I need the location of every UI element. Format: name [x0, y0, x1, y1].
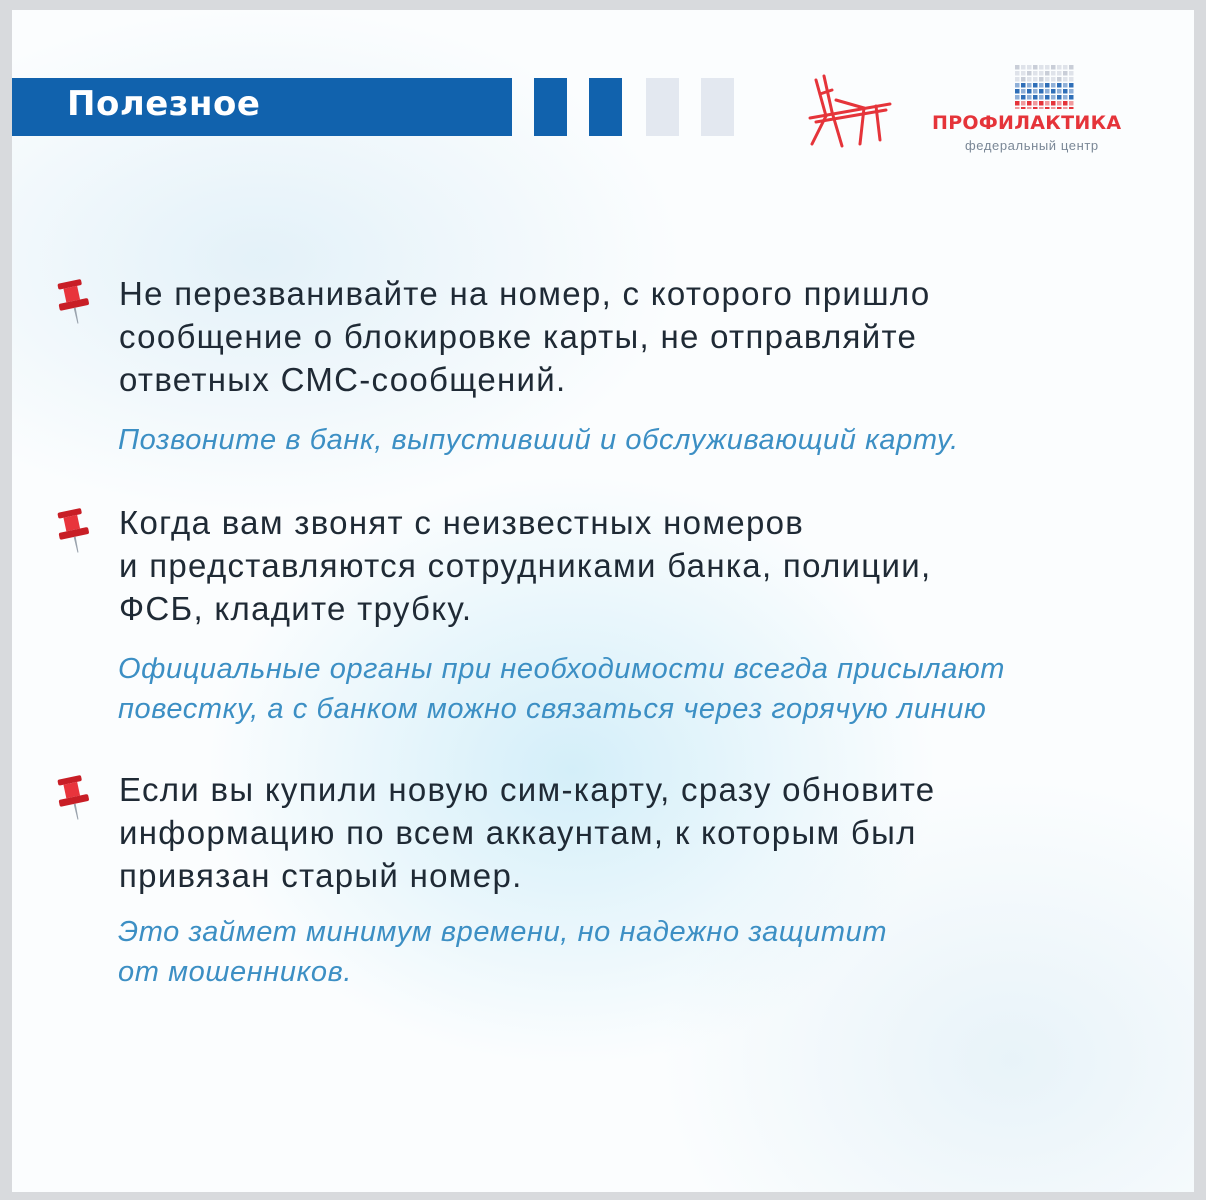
logo-cell: [1057, 83, 1062, 88]
tip-note-line: от мошенников.: [118, 956, 353, 988]
header-stripe: [646, 78, 679, 136]
pushpin-icon: [52, 507, 94, 557]
logo-cell: [1063, 83, 1068, 88]
logo-cell: [1069, 83, 1074, 88]
logo-cell: [1033, 101, 1038, 106]
logo-cell: [1063, 95, 1068, 100]
logo-cell: [1045, 83, 1050, 88]
logo-cell: [1033, 83, 1038, 88]
chair-emblem-icon: [802, 70, 902, 150]
logo-cell: [1015, 89, 1020, 94]
logo-cell: [1057, 89, 1062, 94]
tip-note: [118, 649, 1178, 729]
logo-cell: [1039, 77, 1044, 82]
logo-cell: [1063, 65, 1068, 70]
logo-cell: [1039, 95, 1044, 100]
tip-note-line: Позвоните в банк, выпустивший и обслуживающий карту.: [118, 424, 959, 456]
tip-text-line: ответных СМС-сообщений.: [119, 361, 567, 398]
page-title: Полезное: [67, 84, 261, 124]
logo-cell: [1039, 107, 1044, 109]
logo-cell: [1051, 89, 1056, 94]
logo-cell: [1057, 71, 1062, 76]
brand-name: ПРОФИЛАКТИКА: [932, 112, 1122, 134]
logo-cell: [1063, 101, 1068, 106]
info-card: [12, 10, 1194, 1192]
tip-note: [118, 420, 1178, 460]
logo-cell: [1069, 95, 1074, 100]
tip-note-line: повестку, а с банком можно связаться через горячую линию: [118, 693, 987, 725]
logo-cell: [1015, 95, 1020, 100]
logo-cell: [1033, 89, 1038, 94]
tip-note-line: Официальные органы при необходимости всегда присылают: [118, 653, 1006, 685]
logo-cell: [1045, 65, 1050, 70]
logo-cell: [1069, 77, 1074, 82]
tip-note: [118, 912, 1178, 992]
logo-cell: [1021, 77, 1026, 82]
logo-cell: [1057, 101, 1062, 106]
logo-cell: [1027, 77, 1032, 82]
logo-cell: [1057, 77, 1062, 82]
tip-text-line: сообщение о блокировке карты, не отправляйте: [119, 318, 918, 355]
logo-cell: [1069, 107, 1074, 109]
logo-cell: [1021, 71, 1026, 76]
tip-text-line: ФСБ, кладите трубку.: [119, 590, 473, 627]
logo-cell: [1063, 107, 1068, 109]
logo-cell: [1051, 65, 1056, 70]
logo-cell: [1039, 89, 1044, 94]
logo-cell: [1015, 65, 1020, 70]
logo-cell: [1057, 107, 1062, 109]
header-stripe: [701, 78, 734, 136]
logo-cell: [1033, 71, 1038, 76]
logo-cell: [1039, 101, 1044, 106]
logo-cell: [1069, 65, 1074, 70]
logo-cell: [1021, 95, 1026, 100]
logo-cell: [1045, 95, 1050, 100]
logo-cell: [1039, 71, 1044, 76]
tip-text-line: привязан старый номер.: [119, 857, 523, 894]
logo-cell: [1051, 107, 1056, 109]
logo-cell: [1063, 77, 1068, 82]
tip-text-line: Не перезванивайте на номер, с которого пришло: [119, 275, 931, 312]
logo-cell: [1027, 101, 1032, 106]
tip-text: [119, 272, 1099, 401]
logo-cell: [1027, 65, 1032, 70]
logo-cell: [1027, 107, 1032, 109]
tip-text: [119, 501, 1099, 630]
logo-cell: [1021, 107, 1026, 109]
logo-cell: [1021, 65, 1026, 70]
tip-note-line: Это займет минимум времени, но надежно защитит: [118, 916, 888, 948]
logo-cell: [1015, 101, 1020, 106]
logo-cell: [1015, 107, 1020, 109]
brand-subtitle: федеральный центр: [965, 138, 1099, 153]
logo-cell: [1045, 89, 1050, 94]
logo-cell: [1069, 71, 1074, 76]
tip-text-line: и представляются сотрудниками банка, полиции,: [119, 547, 932, 584]
logo-cell: [1045, 101, 1050, 106]
logo-cell: [1015, 83, 1020, 88]
tip-text: [119, 768, 1099, 897]
logo-cell: [1045, 77, 1050, 82]
logo-cell: [1033, 107, 1038, 109]
logo-cell: [1033, 65, 1038, 70]
pushpin-icon: [52, 774, 94, 824]
logo-cell: [1057, 95, 1062, 100]
logo-cell: [1033, 77, 1038, 82]
header-stripe: [589, 78, 622, 136]
brand-logo-icon: [1015, 65, 1075, 109]
logo-cell: [1057, 65, 1062, 70]
logo-cell: [1051, 95, 1056, 100]
logo-cell: [1015, 77, 1020, 82]
pushpin-icon: [52, 278, 94, 328]
logo-cell: [1051, 71, 1056, 76]
logo-cell: [1027, 89, 1032, 94]
logo-cell: [1021, 101, 1026, 106]
logo-cell: [1021, 83, 1026, 88]
tip-text-line: Если вы купили новую сим-карту, сразу обновите: [119, 771, 936, 808]
logo-cell: [1039, 83, 1044, 88]
logo-cell: [1027, 71, 1032, 76]
logo-cell: [1051, 77, 1056, 82]
logo-cell: [1063, 89, 1068, 94]
logo-cell: [1069, 101, 1074, 106]
logo-cell: [1033, 95, 1038, 100]
logo-cell: [1045, 107, 1050, 109]
logo-cell: [1051, 83, 1056, 88]
tip-text-line: информацию по всем аккаунтам, к которым был: [119, 814, 917, 851]
logo-cell: [1027, 95, 1032, 100]
logo-cell: [1015, 71, 1020, 76]
logo-cell: [1063, 71, 1068, 76]
logo-cell: [1027, 83, 1032, 88]
tip-text-line: Когда вам звонят с неизвестных номеров: [119, 504, 805, 541]
logo-cell: [1039, 65, 1044, 70]
logo-cell: [1069, 89, 1074, 94]
logo-cell: [1051, 101, 1056, 106]
logo-cell: [1045, 71, 1050, 76]
logo-cell: [1021, 89, 1026, 94]
header-stripe: [534, 78, 567, 136]
